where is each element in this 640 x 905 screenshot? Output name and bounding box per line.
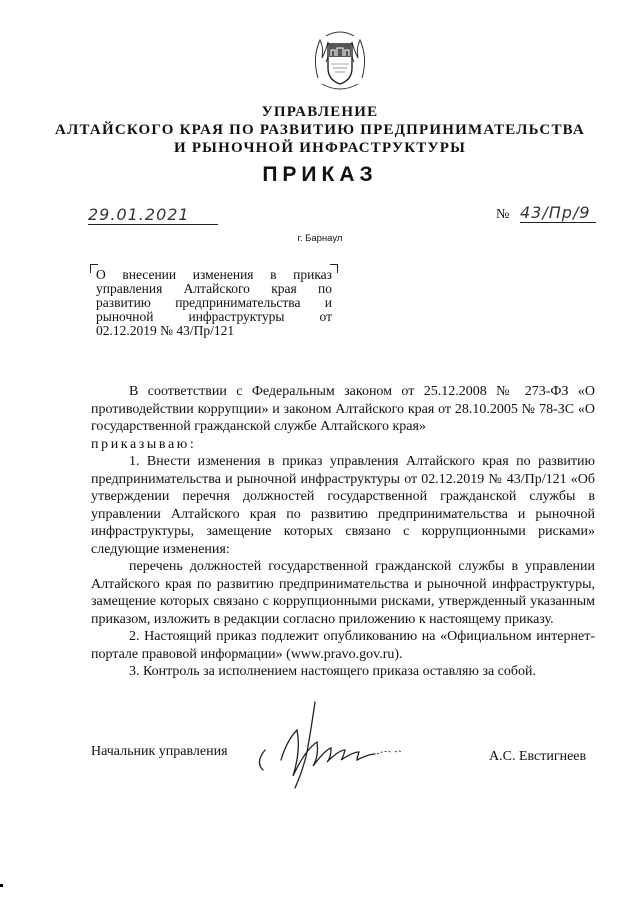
- document-date-value: 29.01.2021: [88, 205, 190, 224]
- document-subject: [96, 268, 332, 338]
- order-word: приказываю:: [91, 436, 197, 452]
- org-name-line-3: И РЫНОЧНОЙ ИНФРАСТРУКТУРЫ: [174, 140, 466, 156]
- signatory-position: Начальник управления: [91, 744, 228, 759]
- paragraph-item-3: 3. Контроль за исполнением настоящего приказа оставляю за собой.: [129, 664, 537, 679]
- paragraph-item-1: 1. Внести изменения в приказ управления Алтайского края по развитию предпринимательства и рыночной инфраструктуры от 02.12.2019 № 43/Пр/121 «Об утверждении перечня должностей государственной гражданской службы в управлении Алтайского края по развитию предпринимательства и рыночной инфраструктуры, замещение которых связано с коррупционными рисками» следующие изменения:: [91, 454, 595, 557]
- signatory-name: А.С. Евстигнеев: [489, 749, 587, 764]
- handwritten-signature-icon: [235, 700, 425, 795]
- paragraph-item-2: 2. Настоящий приказ подлежит опубликованию на «Официальном интернет-портале правовой информации» (www.pravo.gov.ru).: [91, 629, 595, 662]
- document-type: ПРИКАЗ: [262, 163, 378, 186]
- number-prefix: №: [496, 207, 510, 222]
- paragraph-item-1-text: перечень должностей государственной гражданской службы в управлении Алтайского края по развитию предпринимательства и рыночной инфраструктуры, замещение которых связано с коррупционными рисками, утвержденный указанным приказом, изложить в редакции согласно приложению к настоящему приказу.: [91, 559, 595, 627]
- paragraph-preamble: В соответствии с Федеральным законом от 25.12.2008 № 273-ФЗ «О противодействии коррупции» и законом Алтайского края от 28.10.2005 № 78-ЗС «О государственной гражданской службе Алтайского края»: [91, 384, 595, 434]
- coat-of-arms-icon: [308, 28, 372, 94]
- document-body: [91, 383, 595, 681]
- bracket-top-right: [330, 264, 338, 273]
- org-name-line-2: АЛТАЙСКОГО КРАЯ ПО РАЗВИТИЮ ПРЕДПРИНИМАТЕЛЬСТВА: [55, 122, 585, 138]
- bracket-top-left: [90, 264, 98, 273]
- org-name-line-1: УПРАВЛЕНИЕ: [261, 104, 379, 120]
- document-city: г. Барнаул: [297, 233, 343, 244]
- subject-text: О внесении изменения в приказ управления Алтайского края по развитию предпринимательства и рыночной инфраструктуры от 02.12.2019 № 43/Пр/121: [96, 267, 332, 338]
- scan-mark: [0, 884, 3, 887]
- document-number: [520, 203, 596, 223]
- document-number-value: 43/Пр/9: [520, 203, 591, 222]
- document-date: [88, 205, 218, 225]
